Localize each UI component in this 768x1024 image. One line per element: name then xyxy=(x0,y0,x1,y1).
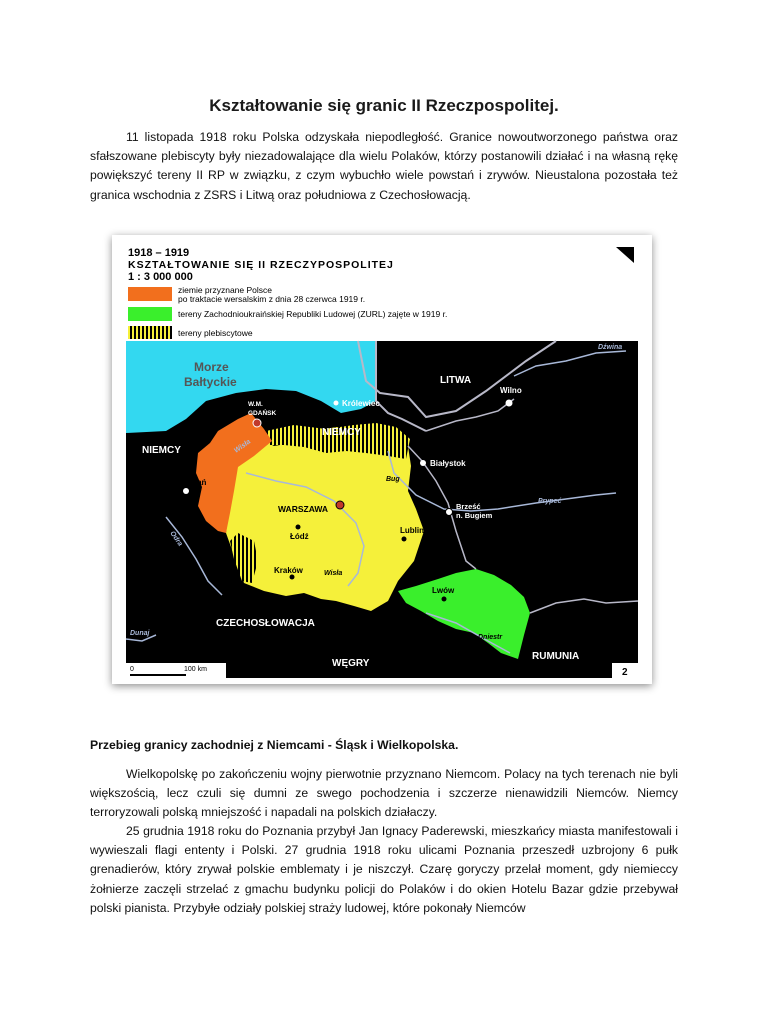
label-wisla-south: Wisła xyxy=(324,570,343,577)
city-marker-bialystok xyxy=(420,460,426,466)
intro-paragraph: 11 listopada 1918 roku Polska odzyskała niepodległość. Granice nowoutworzonego państwa oraz sfałszowane plebiscyty były niezadowalające dla wielu Polaków, którzy postanowili działać i na własną rękę powiększyć tereny II RP w związku, z czym wybuchło wiele powstań i zrywów. Nieustalona pozostała też granica wschodnia z ZSRS i Litwą oraz południowa z Czechosłowacją. xyxy=(90,130,678,202)
city-marker-lwow xyxy=(442,597,447,602)
label-prypec: Prypeć xyxy=(538,498,562,505)
city-marker-wilno xyxy=(506,400,513,407)
label-poznan: Poznań xyxy=(178,478,207,487)
map-scale: 1 : 3 000 000 xyxy=(128,271,193,283)
label-sea-2: Bałtyckie xyxy=(184,375,237,389)
label-lwow: Lwów xyxy=(432,586,455,595)
label-dzwina: Dźwina xyxy=(598,344,623,351)
historical-map xyxy=(112,235,652,684)
label-wegry: WĘGRY xyxy=(332,658,370,669)
label-litwa: LITWA xyxy=(440,375,472,386)
scale-zero: 0 xyxy=(130,666,134,673)
section-paragraph-2: 25 grudnia 1918 roku do Poznania przybył Jan Ignacy Paderewski, mieszkańcy miasta manifestowali i wywieszali flagi ententy i Polski. 27 grudnia 1918 roku ulicami Poznania przeszedł uzbrojony 6 pułk grenadierów, który zrywał polskie emblematy i je niszczył. Czarę goryczy przelał moment, gdy niemieccy żołnierze zaczęli strzelać z gmachu budynku policji do Polaków i do okien Hotelu Bazar gdzie przebywał polski pianista. Przybyłe odziały polskiej straży ludowej, które pokonały Niemców xyxy=(90,824,678,915)
city-marker-brzesc xyxy=(446,509,453,516)
legend-swatch-orange xyxy=(128,287,172,301)
label-bug: Bug xyxy=(386,476,400,483)
label-rumunia: RUMUNIA xyxy=(532,651,580,662)
map-heading: KSZTAŁTOWANIE SIĘ II RZECZYPOSPOLITEJ xyxy=(128,259,394,271)
city-marker-poznan xyxy=(183,488,189,494)
label-wisla-north: Wisła xyxy=(233,438,253,455)
label-brzesc-2: n. Bugiem xyxy=(456,511,493,520)
label-niemcy-east: NIEMCY xyxy=(322,427,361,438)
label-odra: Odra xyxy=(168,530,184,548)
city-marker-warszawa xyxy=(336,501,344,509)
city-marker-gdansk xyxy=(253,419,261,427)
legend-hatched: tereny plebiscytowe xyxy=(178,328,253,338)
legend-orange-line2: po traktacie wersalskim z dnia 28 czerwca 1919 r. xyxy=(178,294,366,304)
label-wm-2: GDAŃSK xyxy=(248,410,277,417)
label-krolewiec: Królewiec xyxy=(342,399,380,408)
scale-100: 100 km xyxy=(184,666,207,673)
legend-green: tereny Zachodnioukraińskiej Republiki Ludowej (ZURL) zajęte w 1919 r. xyxy=(178,309,448,319)
map-canvas xyxy=(126,241,638,678)
label-brzesc-1: Brześć xyxy=(456,502,481,511)
city-marker-lublin xyxy=(402,537,407,542)
label-lodz: Łódź xyxy=(290,532,309,541)
label-krakow: Kraków xyxy=(274,566,303,575)
city-marker-krolewiec xyxy=(334,401,339,406)
label-warszawa: WARSZAWA xyxy=(278,504,329,514)
label-lublin: Lublin xyxy=(400,526,424,535)
label-bialystok: Białystok xyxy=(430,459,466,468)
page-title: Kształtowanie się granic II Rzeczpospolitej. xyxy=(209,96,559,115)
city-marker-lodz xyxy=(296,525,301,530)
legend-swatch-hatched xyxy=(128,326,172,339)
label-wilno: Wilno xyxy=(500,386,522,395)
section-paragraph-1: Wielkopolskę po zakończeniu wojny pierwotnie przyznano Niemcom. Polacy na tych terenach nie byli większością, lecz czuli się dumni ze swego pochodzenia i szczerze nienawidzili Niemców. Niemcy terroryzowali polską mniejszość i napadali na polskich działaczy. xyxy=(90,767,678,820)
label-dunaj: Dunaj xyxy=(130,630,150,637)
label-czechoslowacja: CZECHOSŁOWACJA xyxy=(216,618,315,629)
city-marker-krakow xyxy=(290,575,295,580)
map-page-number: 2 xyxy=(622,667,628,678)
label-wm-1: W.M. xyxy=(248,401,263,408)
map-years: 1918 – 1919 xyxy=(128,247,190,259)
label-sea-1: Morze xyxy=(194,360,229,374)
section-heading: Przebieg granicy zachodniej z Niemcami - Śląsk i Wielkopolska. xyxy=(90,738,459,752)
label-niemcy-west: NIEMCY xyxy=(142,445,181,456)
legend-swatch-green xyxy=(128,307,172,321)
legend-orange-line1: ziemie przyznane Polsce xyxy=(178,285,273,295)
label-dniestr: Dniestr xyxy=(478,634,503,641)
